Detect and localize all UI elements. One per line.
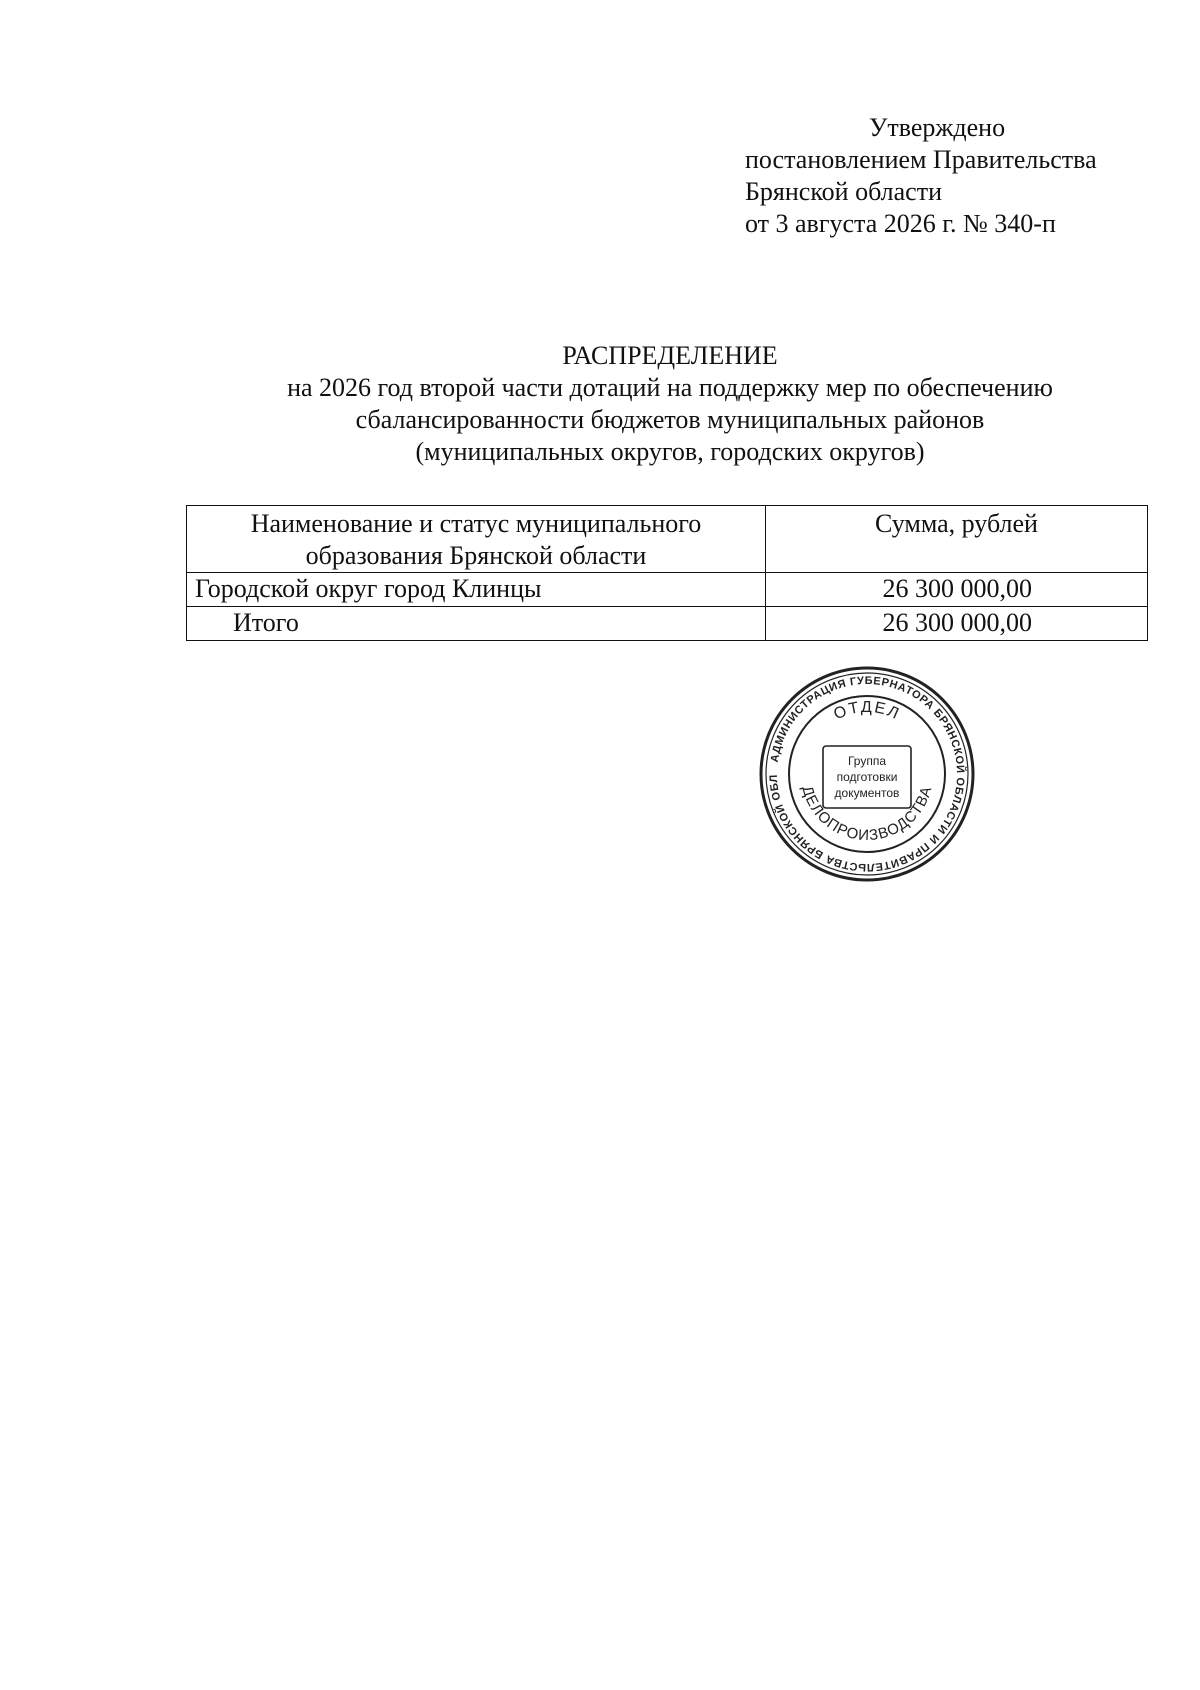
stamp-outer-text: АДМИНИСТРАЦИЯ ГУБЕРНАТОРА БРЯНСКОЙ ОБЛАСТИ И ПРАВИТЕЛЬСТВА БРЯНСКОЙ ОБЛ: [767, 674, 967, 874]
table-row: [187, 573, 1148, 607]
svg-text:ОТДЕЛ: [831, 699, 903, 723]
stamp-inner-bottom: ДЕЛОПРОИЗВОДСТВА: [798, 783, 936, 845]
approval-line-2: постановлением Правительства: [745, 145, 1097, 174]
stamp-center-line-1: Группа: [847, 754, 887, 768]
table-header-row: [187, 506, 1148, 573]
title-heading: РАСПРЕДЕЛЕНИЕ: [562, 341, 778, 370]
row-name: Городской округ город Клинцы: [187, 573, 766, 607]
title-line-1: на 2026 год второй части дотаций на поддержку мер по обеспечению: [287, 373, 1053, 402]
total-sum: 26 300 000,00: [766, 607, 1148, 641]
total-label: Итого: [187, 607, 766, 641]
approval-line-1: Утверждено: [869, 113, 1006, 142]
approval-block: [745, 112, 1097, 240]
stamp-center-line-2: подготовки: [836, 770, 898, 784]
document-title: [180, 340, 1160, 468]
header-name: Наименование и статус муниципального образования Брянской области: [187, 506, 766, 573]
title-line-3: (муниципальных округов, городских округов): [415, 437, 925, 466]
approval-line-3: Брянской области: [745, 177, 942, 206]
stamp-inner-top: ОТДЕЛ: [831, 698, 903, 724]
table-row-total: [187, 607, 1148, 641]
header-sum: Сумма, рублей: [766, 506, 1148, 573]
row-sum: 26 300 000,00: [766, 573, 1148, 607]
title-line-2: сбалансированности бюджетов муниципальных районов: [355, 405, 985, 434]
official-stamp: [757, 664, 977, 884]
stamp-center-line-3: документов: [834, 786, 900, 800]
stamp-seal-icon: [757, 664, 977, 884]
distribution-table: [186, 505, 1148, 641]
approval-line-4: от 3 августа 2026 г. № 340-п: [745, 209, 1056, 238]
